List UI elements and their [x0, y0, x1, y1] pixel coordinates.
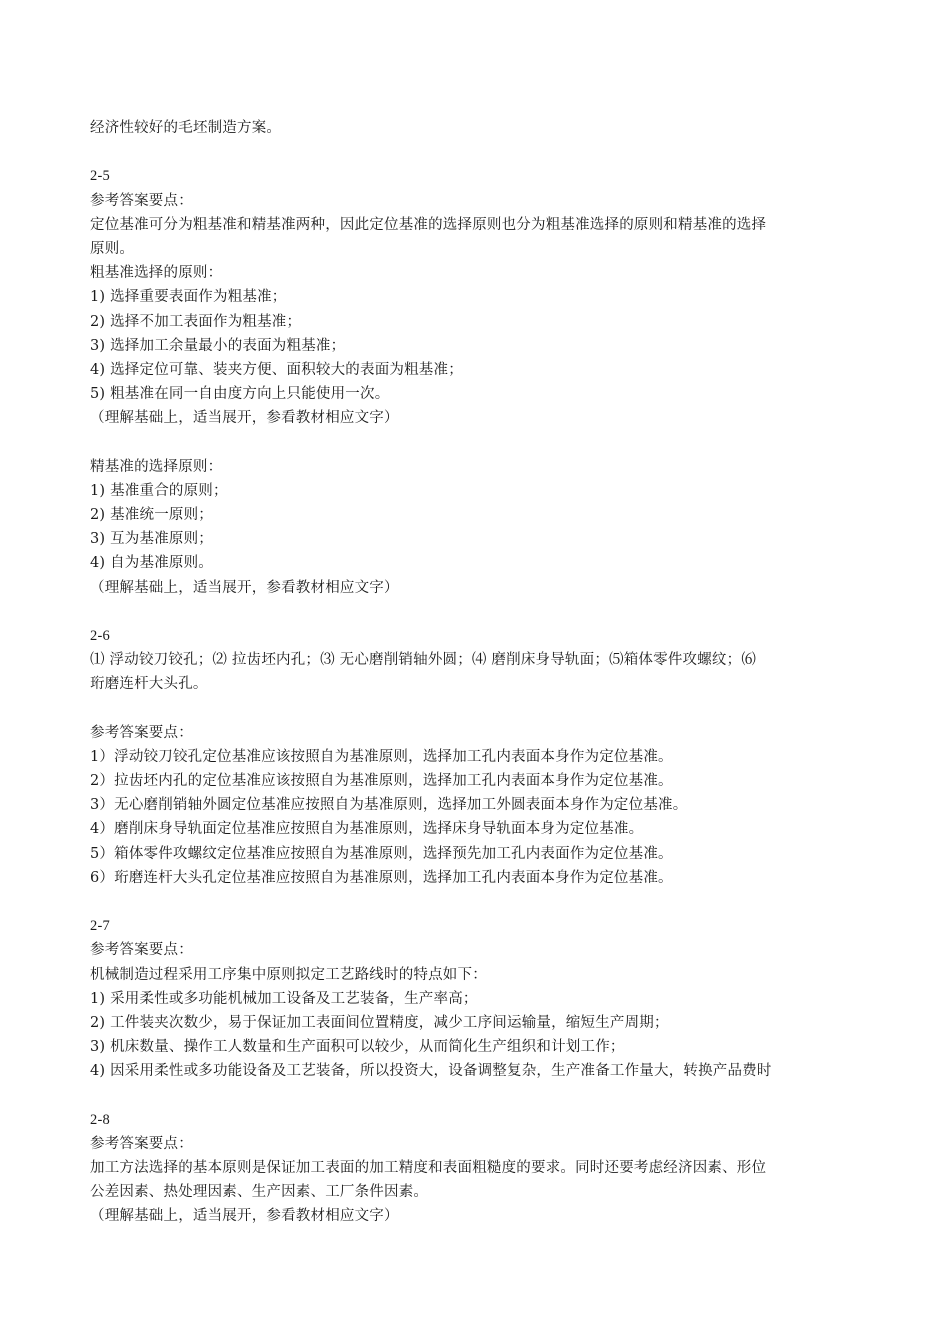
answer-label: 参考答案要点： [90, 724, 193, 741]
spacer [90, 697, 865, 721]
spacer [90, 600, 865, 624]
list-item: 3) 机床数量、操作工人数量和生产面积可以较少，从而简化生产组织和计划工作； [90, 1039, 625, 1056]
section-heading-2-5: 2-5 [90, 168, 110, 185]
list-item: 2）拉齿坯内孔的定位基准应该按照自为基准原则，选择加工孔内表面本身作为定位基准。 [90, 773, 673, 790]
question-line: 珩磨连杆大头孔。 [90, 676, 208, 693]
list-item: 3) 选择加工余量最小的表面为粗基准； [90, 337, 346, 354]
spacer [90, 1084, 865, 1108]
section-heading-2-6: 2-6 [90, 627, 110, 644]
list-item: 4）磨削床身导轨面定位基准应按照自为基准原则，选择床身导轨面本身为定位基准。 [90, 821, 644, 838]
list-item: 5) 粗基准在同一自由度方向上只能使用一次。 [90, 386, 390, 403]
list-item: 3）无心磨削销轴外圆定位基准应按照自为基准原则，选择加工外圆表面本身作为定位基准。 [90, 797, 688, 814]
list-item: 4) 因采用柔性或多功能设备及工艺装备，所以投资大，设备调整复杂，生产准备工作量大，转换产品费时 [90, 1063, 772, 1080]
section-heading-2-7: 2-7 [90, 918, 110, 935]
answer-label: 参考答案要点： [90, 192, 193, 209]
list-item: 4) 自为基准原则。 [90, 555, 213, 572]
list-item: 6）珩磨连杆大头孔定位基准应按照自为基准原则，选择加工孔内表面本身作为定位基准。 [90, 869, 673, 886]
answer-label: 参考答案要点： [90, 942, 193, 959]
paragraph-line: 加工方法选择的基本原则是保证加工表面的加工精度和表面粗糙度的要求。同时还要考虑经济因素、形位 [90, 1160, 767, 1177]
section-heading-2-8: 2-8 [90, 1111, 110, 1128]
question-line: ⑴ 浮动铰刀铰孔；⑵ 拉齿坯内孔；⑶ 无心磨削销轴外圆；⑷ 磨削床身导轨面；⑸箱体零件攻螺纹；⑹ [90, 652, 757, 669]
paragraph-line: 定位基准可分为粗基准和精基准两种，因此定位基准的选择原则也分为粗基准选择的原则和精基准的选择 [90, 216, 767, 233]
spacer [90, 890, 865, 914]
list-item: 1）浮动铰刀铰孔定位基准应该按照自为基准原则，选择加工孔内表面本身作为定位基准。 [90, 748, 673, 765]
list-item: 2) 工件装夹次数少，易于保证加工表面间位置精度，减少工序间运输量，缩短生产周期； [90, 1014, 669, 1031]
answer-label: 参考答案要点： [90, 1135, 193, 1152]
list-item: 1) 基准重合的原则； [90, 482, 228, 499]
subsection-title: 粗基准选择的原则： [90, 265, 223, 282]
document-body [90, 116, 865, 1229]
list-item: 1) 选择重要表面作为粗基准； [90, 289, 287, 306]
note-text: （理解基础上，适当展开，参看教材相应文字） [90, 1208, 399, 1225]
spacer [90, 430, 865, 454]
paragraph-line: 公差因素、热处理因素、生产因素、工厂条件因素。 [90, 1184, 429, 1201]
subsection-title: 精基准的选择原则： [90, 458, 223, 475]
spacer [90, 140, 865, 164]
list-item: 2) 基准统一原则； [90, 507, 213, 523]
list-item: 1) 采用柔性或多功能机械加工设备及工艺装备，生产率高； [90, 990, 478, 1007]
list-item: 3) 互为基准原则； [90, 531, 213, 548]
paragraph-line: 原则。 [90, 240, 135, 257]
note-text: （理解基础上，适当展开，参看教材相应文字） [90, 410, 399, 427]
list-item: 2) 选择不加工表面作为粗基准； [90, 313, 302, 330]
list-item: 5）箱体零件攻螺纹定位基准应按照自为基准原则，选择预先加工孔内表面作为定位基准。 [90, 845, 673, 862]
paragraph-line: 机械制造过程采用工序集中原则拟定工艺路线时的特点如下： [90, 966, 487, 983]
intro-text: 经济性较好的毛坯制造方案。 [90, 120, 282, 136]
list-item: 4) 选择定位可靠、装夹方便、面积较大的表面为粗基准； [90, 361, 463, 378]
note-text: （理解基础上，适当展开，参看教材相应文字） [90, 579, 399, 596]
